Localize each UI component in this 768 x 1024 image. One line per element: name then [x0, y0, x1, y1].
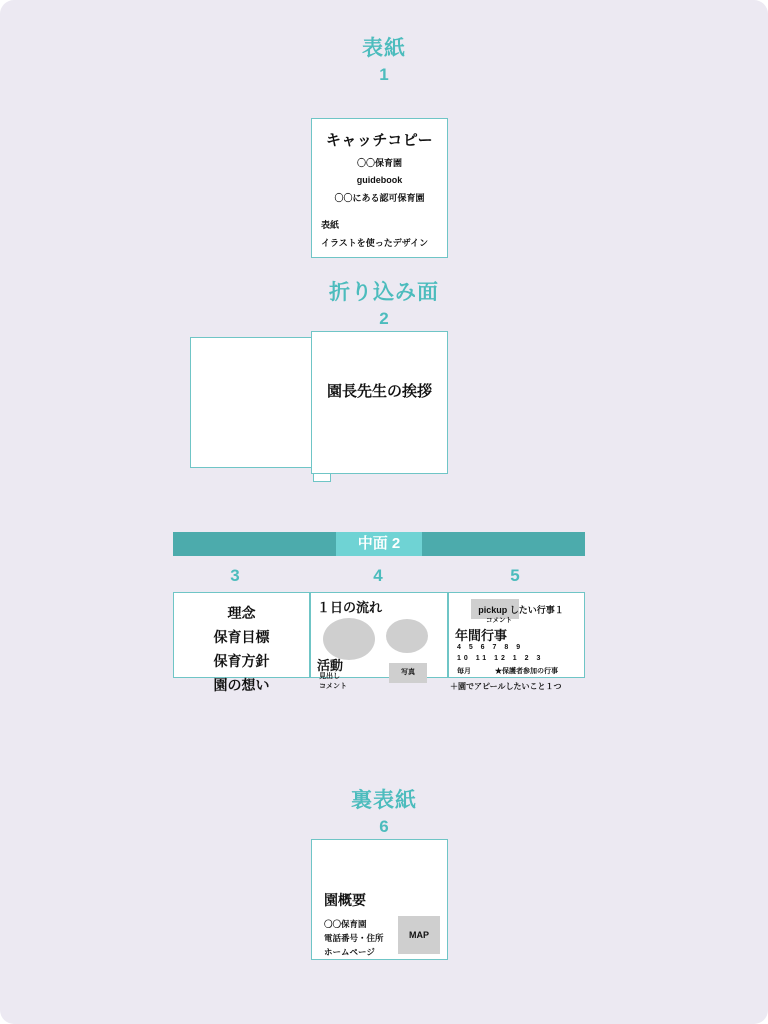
back-cover-panel: [311, 839, 448, 960]
cover-notes: [321, 213, 428, 249]
map-box: MAP: [398, 916, 440, 954]
page3-line-3: 保育方針: [213, 653, 270, 669]
cover-note-2: イラストを使ったデザイン: [321, 238, 429, 248]
inner-spread-title: 中面 2: [336, 532, 422, 556]
cover-line-1: 〇〇保育園: [356, 158, 402, 168]
page-4-panel: [310, 592, 448, 690]
page4-activity-label: 活動: [317, 658, 344, 673]
section-back-cover-title: 裏表紙: [351, 789, 417, 812]
page5-months-row-2: 10 11 12 1 2 3: [457, 655, 544, 662]
page-5-panel: [448, 592, 585, 691]
section-fold-title: 折り込み面: [329, 281, 439, 304]
fold-greeting-label: 園長先生の挨拶: [326, 383, 432, 400]
page3-line-1: 理念: [227, 605, 256, 621]
page5-guardian-events-label: ★保護者参加の行事: [495, 668, 558, 675]
page4-comment-label: コメント: [319, 683, 347, 690]
cover-catchcopy: キャッチコピー: [325, 132, 434, 149]
fold-left-panel: [190, 337, 315, 468]
section-cover-number: 1: [379, 65, 389, 84]
page4-photo-circle-large: [323, 618, 375, 660]
section-back-cover-number: 6: [379, 817, 389, 836]
inner-spread-panels: [173, 592, 585, 693]
page-number-4: 4: [373, 566, 383, 585]
page-3-panel: [173, 592, 310, 693]
page5-pickup-comment: コメント: [486, 617, 512, 624]
section-back-cover: [0, 784, 768, 957]
page4-photo-circle-small: [386, 619, 428, 653]
back-cover-line-3: ホームページ: [324, 947, 375, 957]
section-fold: [0, 276, 768, 400]
page5-appeal-note: ＋園でアピールしたいこと１つ: [450, 682, 562, 691]
cover-line-3: 〇〇にある認可保育園: [334, 193, 425, 203]
section-cover: [0, 32, 768, 248]
page5-monthly-label: 毎月: [457, 668, 471, 675]
back-cover-line-1: 〇〇保育園: [324, 919, 367, 929]
page-number-5: 5: [510, 566, 520, 585]
page3-line-2: 保育目標: [213, 629, 270, 645]
page-number-3: 3: [230, 566, 240, 585]
page5-months-row-1: 4 5 6 7 8 9: [457, 644, 524, 651]
page4-photo-box: 写真: [389, 663, 427, 683]
fold-tab-shape: [313, 474, 331, 482]
page5-pickup-label: pickup したい行事１: [478, 605, 564, 615]
section-cover-title: 表紙: [362, 37, 406, 60]
fold-right-panel: [311, 331, 448, 474]
back-cover-line-2: 電話番号・住所: [324, 933, 384, 943]
cover-line-2: guidebook: [356, 175, 403, 185]
page3-line-4: 園の想い: [213, 677, 270, 693]
page4-headline-label: 見出し: [319, 673, 340, 680]
page5-annual-events-title: 年間行事: [455, 628, 508, 643]
section-fold-number: 2: [379, 309, 389, 328]
cover-panel: [311, 118, 448, 258]
page4-title: １日の流れ: [317, 600, 383, 615]
cover-note-1: 表紙: [321, 220, 340, 230]
back-cover-heading: 園概要: [324, 892, 366, 908]
